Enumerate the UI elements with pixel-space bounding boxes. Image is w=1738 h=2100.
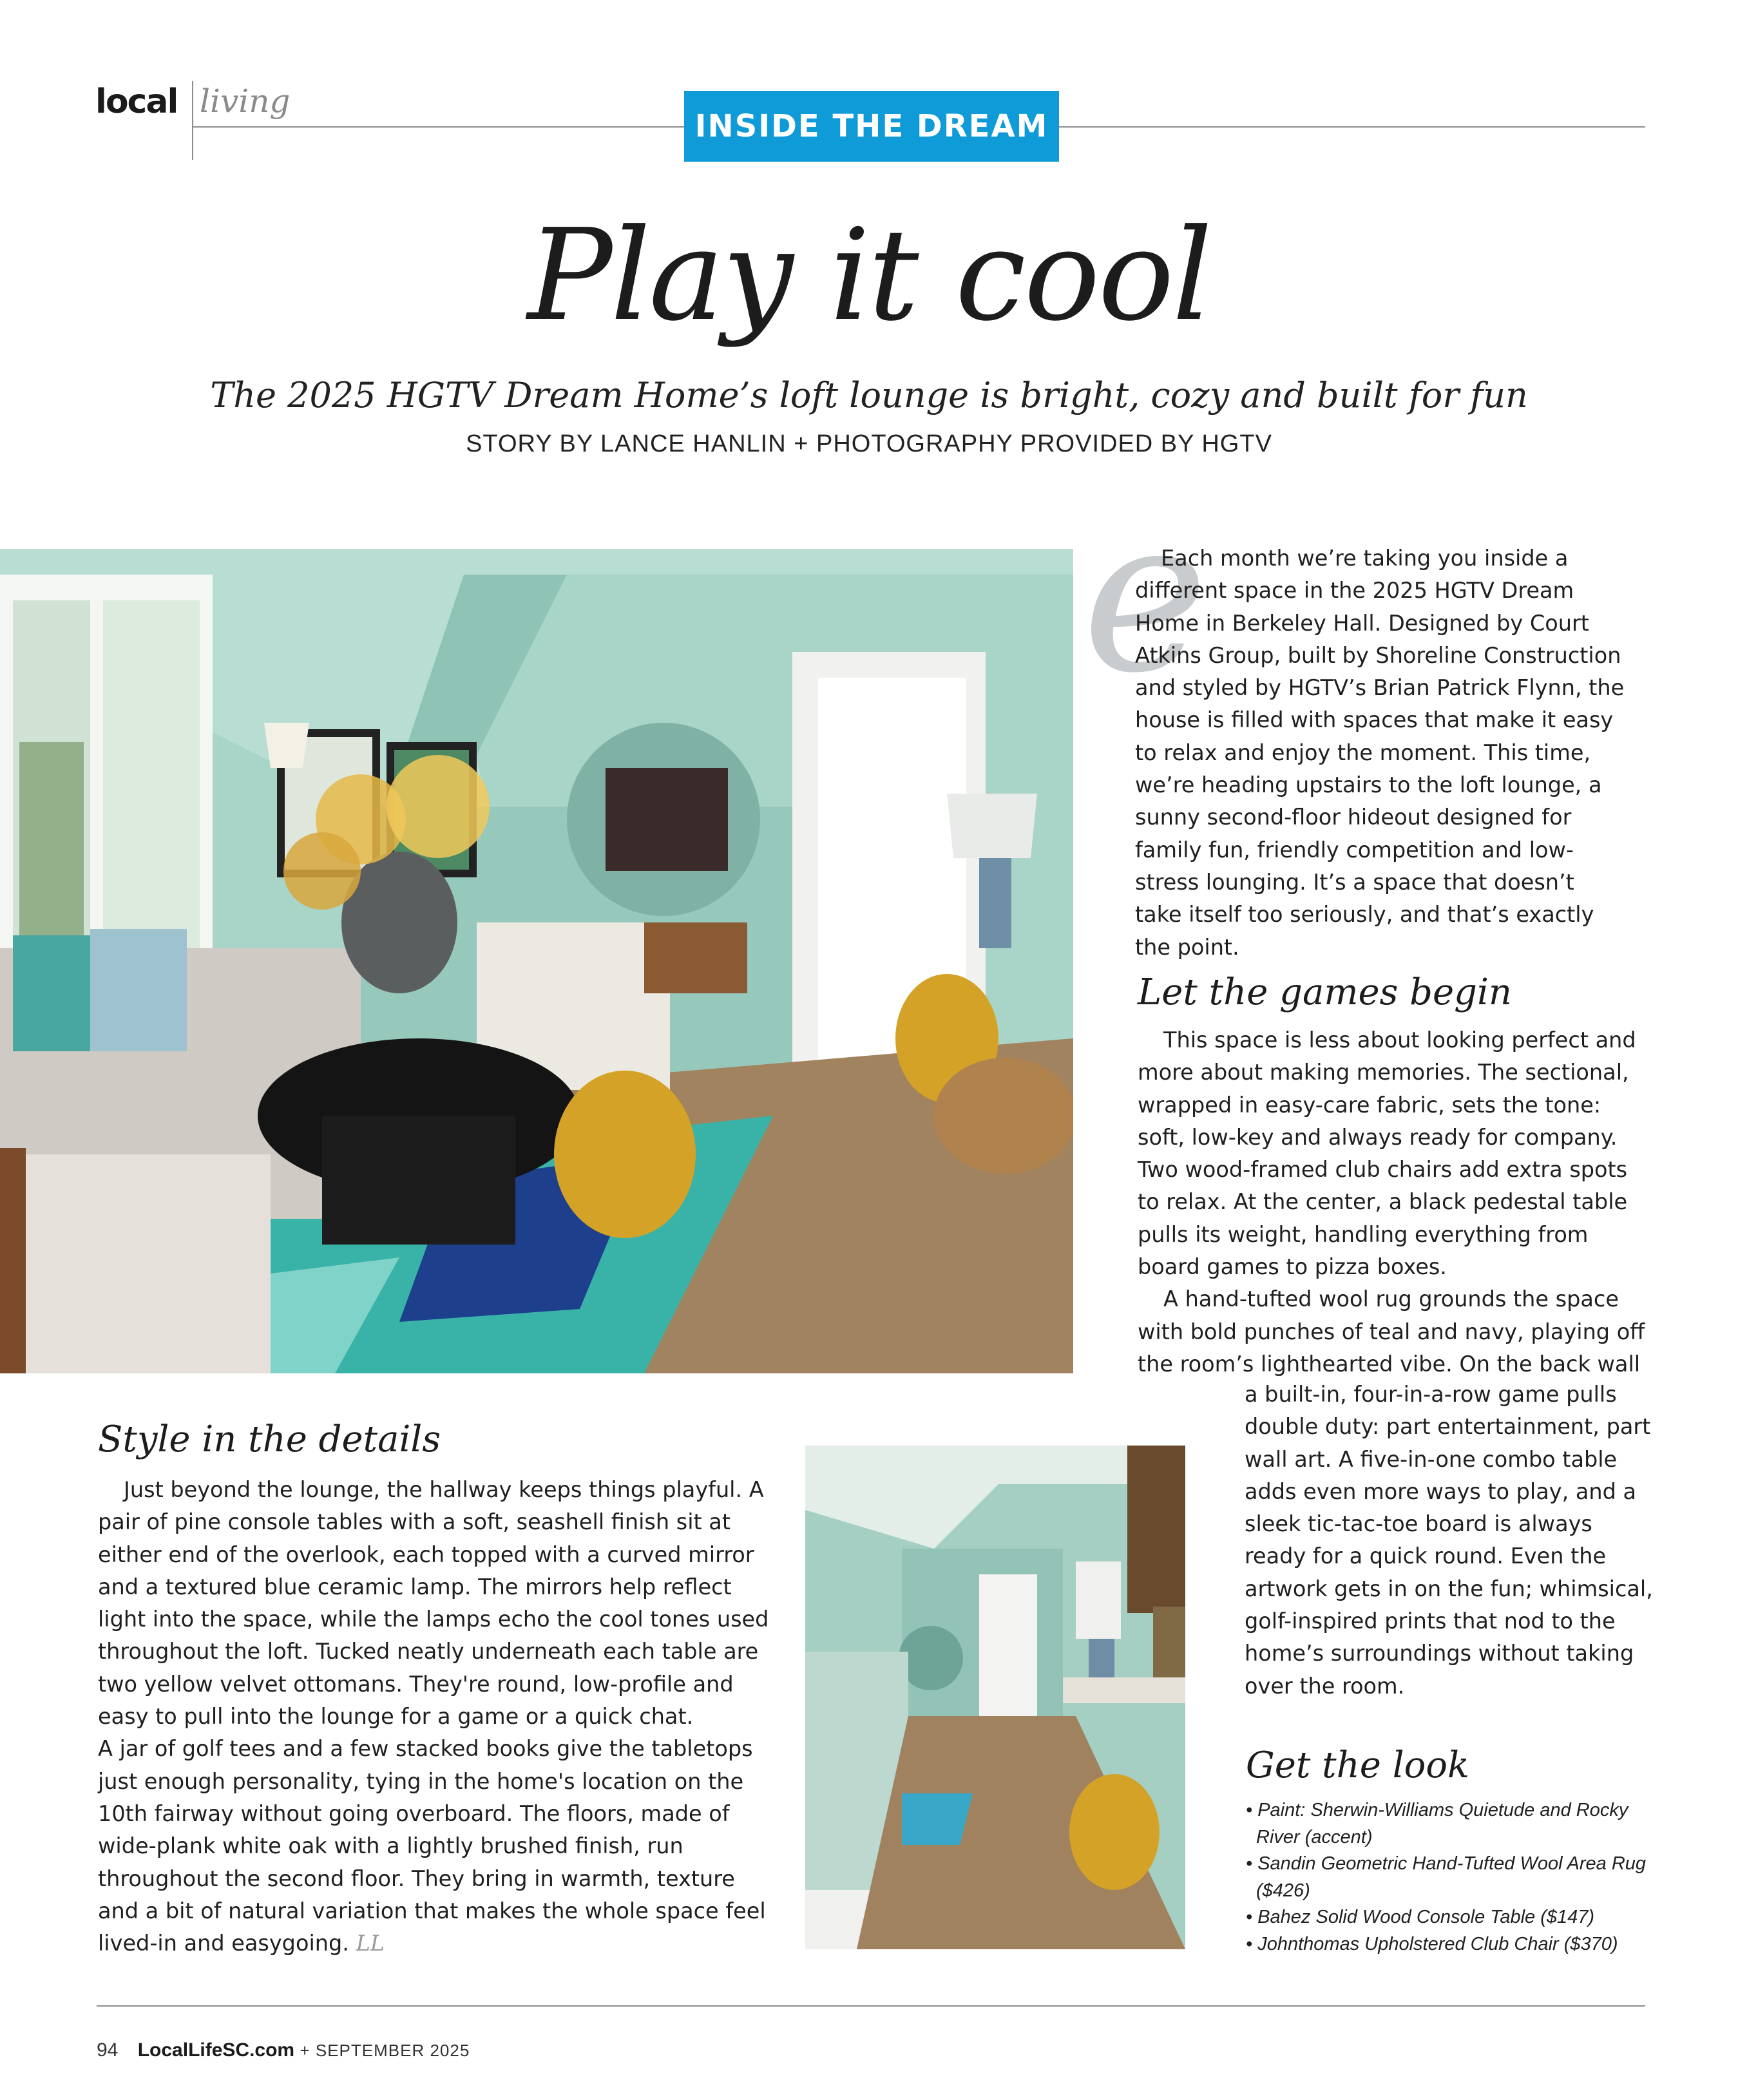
subhead-get-the-look: Get the look: [1246, 1744, 1469, 1786]
style-text: [98, 1474, 776, 1960]
list-item: • Johnthomas Upholstered Club Chair ($370): [1246, 1933, 1618, 1954]
article-byline: STORY BY LANCE HANLIN + PHOTOGRAPHY PROVIDED BY HGTV: [466, 430, 1272, 457]
loft-lounge-photo: [0, 549, 1073, 1373]
hallway-photo: [805, 1446, 1185, 1949]
games-paragraph-2-continued: a built-in, four-in-a-row game pulls double duty: part entertainment, part wall art. A five-in-one combo table adds even more ways to play, and a sleek tic-tac-toe board is always ready for a quick round. Even the artwork gets in on the fun; whimsical, golf-inspired prints that nod to the home’s surroundings without taking over the room.: [1245, 1382, 1653, 1699]
section-banner: INSIDE THE DREAM: [684, 91, 1059, 162]
games-paragraph-2: A hand-tufted wool rug grounds the space with bold punches of teal and navy, playing off the room’s lighthearted vibe. On the back wall: [1138, 1286, 1645, 1377]
list-item: • Sandin Geometric Hand-Tufted Wool Area Rug ($426): [1246, 1853, 1647, 1901]
issue-date: + SEPTEMBER 2025: [300, 2041, 470, 2060]
games-text-continued: [1245, 1379, 1657, 1703]
hallway-illustration: [805, 1446, 1185, 1949]
footer-rule: [97, 2005, 1645, 2007]
style-paragraph-2: [98, 1733, 776, 1960]
logo-local: local: [95, 82, 178, 121]
style-paragraph-1: Just beyond the lounge, the hallway keeps things playful. A pair of pine console tables with a soft, seashell finish sit at either end of the overlook, each topped with a curved mirror and a textured blue ceramic lamp. The mirrors help reflect light into the space, while the lamps echo the cool tones used throughout the loft. Tucked neatly underneath each table are two yellow velvet ottomans. They're round, low-profile and easy to pull into the lounge for a game or a quick chat.: [98, 1477, 769, 1730]
page-number: 94: [97, 2039, 119, 2061]
site-name: LocalLifeSC.com: [137, 2039, 295, 2061]
drop-cap: e: [1082, 472, 1208, 720]
article-title: Play it cool: [527, 202, 1211, 349]
intro-text: [1135, 542, 1625, 964]
subhead-style: Style in the details: [98, 1418, 441, 1460]
article-dek: The 2025 HGTV Dream Home’s loft lounge is bright, cozy and built for fun: [210, 375, 1528, 415]
list-item: • Paint: Sherwin-Williams Quietude and Rocky River (accent): [1246, 1800, 1628, 1847]
intro-paragraph: Each month we’re taking you inside a different space in the 2025 HGTV Dream Home in Berkeley Hall. Designed by Court Atkins Group, built by Shoreline Construction and styled by HGTV’s Brian Patrick Flynn, the house is filled with spaces that make it easy to relax and enjoy the moment. This time, we’re heading upstairs to the loft lounge, a sunny second-floor hideout designed for family fun, friendly competition and low-stress lounging. It’s a space that doesn’t take itself too seriously, and that’s exactly the point.: [1135, 546, 1625, 960]
logo-living: living: [200, 82, 291, 120]
logo-divider: [192, 81, 193, 160]
games-text: [1138, 1024, 1647, 1380]
subhead-games: Let the games begin: [1138, 971, 1512, 1013]
games-paragraph-1: This space is less about looking perfect and more about making memories. The sectional, wrapped in easy-care fabric, sets the tone: soft, low-key and always ready for company. Two wood-framed club chairs add extra spots to relax. At the center, a black pedestal table pulls its weight, handling everything from board games to pizza boxes.: [1138, 1027, 1636, 1280]
list-item: • Bahez Solid Wood Console Table ($147): [1246, 1907, 1595, 1927]
loft-lounge-illustration: [0, 549, 1073, 1373]
author-initials: LL: [356, 1931, 385, 1956]
footer: [97, 2039, 470, 2061]
style-paragraph-2-text: A jar of golf tees and a few stacked books give the tabletops just enough personality, tying in the home's location on the 10th fairway without going overboard. The floors, made of wide-plank white oak with a lightly brushed finish, run throughout the second floor. They bring in warmth, texture and a bit of natural variation that makes the whole space feel lived-in and easygoing.: [98, 1736, 766, 1956]
get-the-look-list: [1246, 1797, 1658, 1958]
